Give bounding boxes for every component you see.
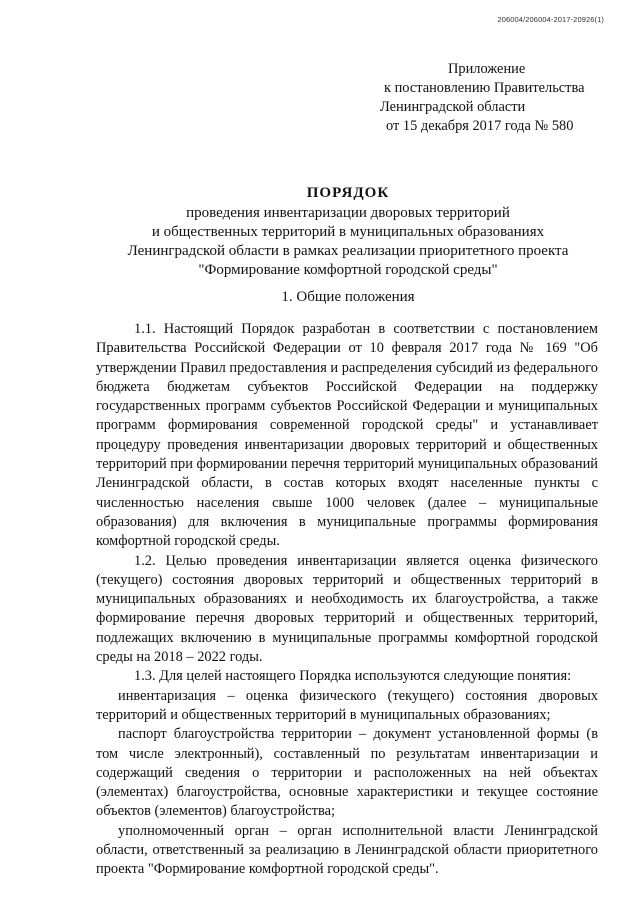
paragraph-1-1: 1.1. Настоящий Порядок разработан в соответствии с постановлением Правительства Российской Федерации от 10 февраля 2017 года № 169 "Об утверждении Правил предоставления и распределения субсидий из федерального бюджета бюджетам субъектов Российской Федерации на поддержку государственных программ субъектов Российской Федерации и муниципальных программ формирования современной городской среды" и устанавливает процедуру проведения инвентаризации дворовых территорий и общественных территорий при формировании перечня территорий муниципальных образований Ленинградской области, в состав которых входят населенные пункты с численностью населения свыше 1000 человек (далее – муниципальные образования) для включения в муниципальные программы формирования комфортной городской среды. — [96, 321, 598, 550]
annex-date: от 15 декабря 2017 года № 580 — [386, 118, 574, 134]
title-line-1: проведения инвентаризации дворовых территорий — [186, 205, 510, 221]
definition-passport: паспорт благоустройства территории – документ установленной формы (в том числе электронный), составленный по результатам инвентаризации и содержащий сведения о территории и расположенных на ней объектах (элементах) благоустройства, основные характеристики и текущее состояние объектов (элементов) благоустройства; — [96, 726, 598, 820]
title-line-3: Ленинградской области в рамках реализации приоритетного проекта — [127, 243, 569, 259]
document-number: 206004/206004-2017-20926(1) — [497, 15, 604, 24]
definition-authority: уполномоченный орган – орган исполнительной власти Ленинградской области, ответственный за реализацию в Ленинградской области приоритетного проекта "Формирование комфортной городской среды". — [96, 822, 598, 878]
title-line-2: и общественных территорий в муниципальных образованиях — [151, 224, 545, 240]
title-main: ПОРЯДОК — [306, 185, 390, 201]
definition-inventory: инвентаризация – оценка физического (текущего) состояния дворовых территорий и общественных территорий в муниципальных образованиях; — [96, 687, 598, 723]
annex-heading: Приложение — [448, 61, 526, 77]
paragraph-1-2: 1.2. Целью проведения инвентаризации является оценка физического (текущего) состояния дворовых территорий и общественных территорий в муниципальных образованиях и необходимость их благоустройства, а также формирование перечня дворовых территорий и общественных территорий, подлежащих включению в муниципальные программы комфортной городской среды на 2018 – 2022 годы. — [96, 552, 598, 666]
document-title — [60, 184, 636, 280]
annex-block — [378, 60, 618, 136]
section-title: 1. Общие положения — [281, 289, 415, 305]
annex-region: Ленинградской области — [380, 99, 526, 115]
title-line-4: "Формирование комфортной городской среды" — [198, 262, 498, 278]
document-body — [96, 320, 598, 880]
annex-resolution: к постановлению Правительства — [384, 80, 585, 96]
paragraph-1-3: 1.3. Для целей настоящего Порядка используются следующие понятия: — [134, 668, 572, 685]
